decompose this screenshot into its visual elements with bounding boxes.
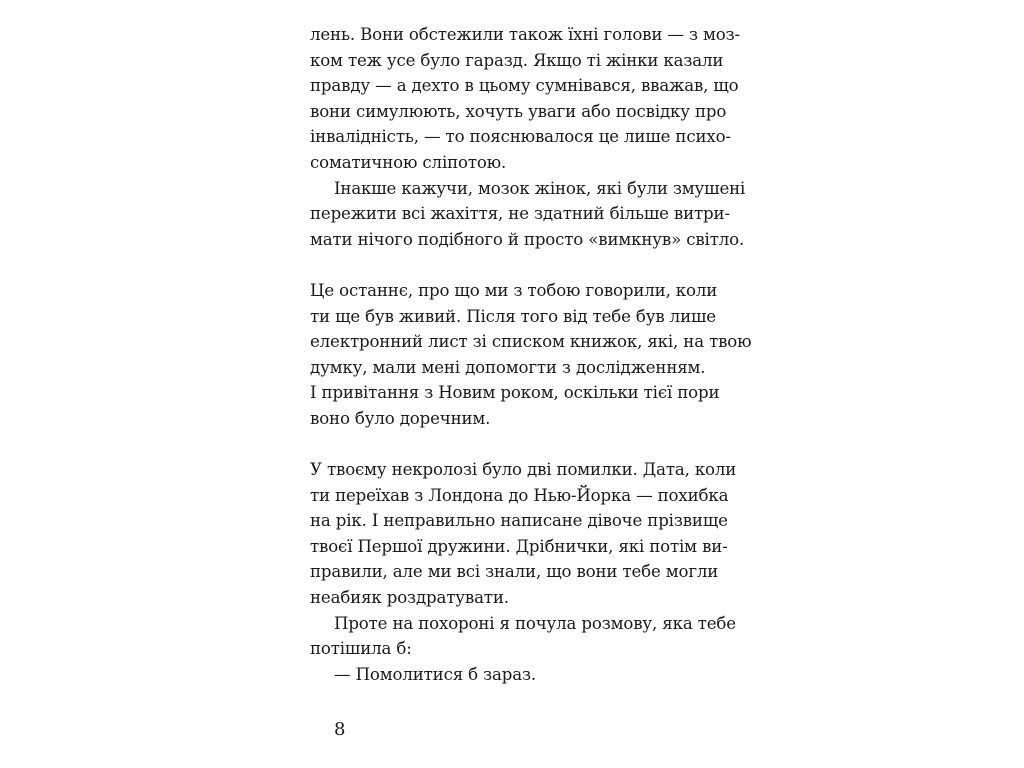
text-line: лень. Вони обстежили також їхні голови — з моз- (310, 25, 740, 44)
text-line: Інакше кажучи, мозок жінок, які були змушені (334, 178, 746, 198)
text-line: Проте на похороні я почула розмову, яка тебе (334, 613, 736, 633)
section-break (310, 252, 760, 278)
text-line: мати нічого подібного й просто «вимкнув» світло. (310, 229, 745, 249)
text-line: правду — а дехто в цьому сумнівався, вважав, що (310, 76, 739, 96)
section-break (310, 432, 760, 458)
text-line: інвалідність, — то пояснювалося це лише психо- (310, 127, 731, 147)
text-line: воно було доречним. (310, 408, 491, 428)
text-line: правили, але ми всі знали, що вони тебе могли (310, 562, 719, 582)
text-line: соматичною сліпотою. (310, 152, 507, 172)
page-number: 8 (334, 719, 346, 740)
text-line: електронний лист зі списком книжок, які, на твою (310, 332, 752, 352)
text-line: твоєї Першої дружини. Дрібнички, які потім ви- (310, 536, 728, 556)
text-line: ти переїхав з Лондона до Нью-Йорка — похибка (310, 485, 729, 505)
text-line: — Помолитися б зараз. (334, 664, 537, 684)
text-line: ком теж усе було гаразд. Якщо ті жінки казали (310, 50, 724, 70)
text-line: неабияк роздратувати. (310, 588, 509, 608)
text-line: потішила б: (310, 639, 412, 659)
text-line: І привітання з Новим роком, оскільки тієї пори (310, 383, 720, 403)
text-line: вони симулюють, хочуть уваги або посвідку про (310, 101, 727, 121)
body-text (310, 22, 760, 687)
text-line: на рік. І неправильно написане дівоче прізвище (310, 511, 728, 531)
text-line: Це останнє, про що ми з тобою говорили, коли (310, 280, 718, 300)
text-line: ти ще був живий. Після того від тебе був лише (310, 306, 716, 326)
text-line: думку, мали мені допомогти з дослідженням. (310, 357, 706, 377)
text-line: У твоєму некролозі було дві помилки. Дата, коли (310, 460, 737, 480)
text-line: пережити всі жахіття, не здатний більше витри- (310, 204, 730, 224)
